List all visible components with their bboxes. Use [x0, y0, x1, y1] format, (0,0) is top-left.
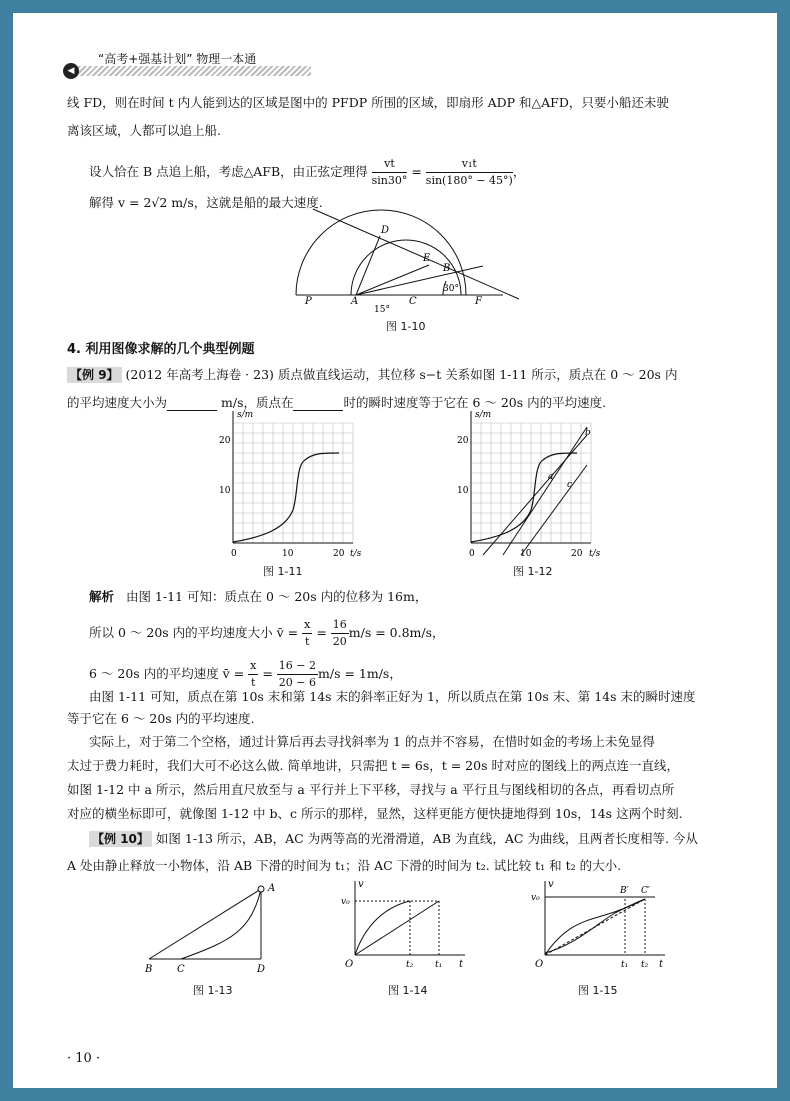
label-d: D: [381, 225, 390, 236]
t2-label: t₂: [641, 960, 649, 970]
t1-label: t₁: [435, 960, 443, 970]
section-heading: 4. 利用图像求解的几个典型例题: [67, 342, 255, 357]
example-9-label: 【例 9】: [67, 367, 122, 383]
v0-label: v₀: [341, 897, 350, 907]
origin-label: O: [345, 959, 354, 970]
label-c: C: [409, 296, 417, 307]
t2-label: t₂: [406, 960, 414, 970]
back-arrow-icon: ◀: [63, 63, 79, 79]
caption-1-12: 图 1-12: [513, 565, 553, 578]
y-tick: 20: [457, 436, 469, 446]
t1-label: t₁: [621, 960, 629, 970]
text-line: 的平均速度大小为 m/s，质点在 时的瞬时速度等于它在 6 ～ 20s 内的平均速度.: [67, 395, 607, 410]
text-line: 所以 0 ～ 20s 内的平均速度大小 v̄ = $\frac{x}{t}$ = $\frac{16}{20}$ m/s = 0.8m/s，: [89, 618, 445, 648]
header-decoration: [73, 66, 311, 76]
figure-1-15: [525, 875, 675, 975]
figure-1-12: [441, 405, 611, 561]
caption-1-13: 图 1-13: [193, 984, 233, 997]
text-line: 对应的横坐标即可，就像图 1-12 中 b、c 所示的那样，显然，这样更能方便快捷地得到 10s，14s 这两个时刻.: [67, 806, 683, 821]
v0-label: v₀: [531, 893, 540, 903]
x-axis-label: t/s: [350, 549, 362, 559]
text-line: 6 ～ 20s 内的平均速度 v̄ = $\frac{x}{t}$ = $\frac{16 - 2}{20 - 6}$ m/s = 1m/s，: [89, 659, 402, 689]
text-line: 设人恰在 B 点追上船，考虑△AFB，由正弦定理得 $\frac{vt}{\sin 30^\circ}$ = $\frac{\text{v₁t}}{\sin(180^\circ - 45^\circ)}$ ，: [89, 157, 526, 187]
label-d: D: [257, 964, 266, 975]
x-axis-label: t/s: [589, 549, 601, 559]
y-axis-label: s/m: [475, 410, 492, 420]
label-a: A: [268, 883, 276, 894]
text-line: 太过于费力耗时，我们大可不必这么做. 简单地讲，只需把 t = 6s，t = 20s 时对应的图线上的两点连一直线，: [67, 758, 679, 773]
text-line: 由图 1-11 可知，质点在第 10s 末和第 14s 末的斜率正好为 1，所以质点在第 10s 末、第 14s 末的瞬时速度: [89, 689, 696, 704]
x-tick: 10: [520, 549, 532, 559]
label-c: C: [177, 964, 185, 975]
v-axis-label: v: [358, 879, 364, 890]
header-title: “高考+强基计划” 物理一本通: [98, 52, 257, 66]
x-tick: 10: [282, 549, 294, 559]
label-30: 30°: [443, 284, 459, 294]
running-header: [63, 49, 313, 81]
label-f: F: [475, 296, 482, 307]
y-tick: 0: [469, 549, 475, 559]
c-prime-label: C′: [641, 886, 650, 896]
text-line: 实际上，对于第二个空格，通过计算后再去寻找斜率为 1 的点并不容易，在惜时如金的考场上未免显得: [89, 734, 655, 749]
figure-1-13: [141, 881, 281, 977]
text-line: A 处由静止释放一小物体，沿 AB 下滑的时间为 t₁；沿 AC 下滑的时间为 t₂. 试比较 t₁ 和 t₂ 的大小.: [67, 858, 622, 873]
label-15: 15°: [374, 305, 390, 315]
text-line: 【例 9】 (2012 年高考上海卷 · 23) 质点做直线运动，其位移 s−t 关系如图 1-11 所示，质点在 0 ～ 20s 内: [67, 367, 677, 383]
text-line: 如图 1-12 中 a 所示，然后用直尺放至与 a 平行并上下平移，寻找与 a 平行且与图线相切的各点，再看切点所: [67, 782, 675, 797]
fraction: $\frac{vt}{\sin 30^\circ}$: [371, 157, 408, 187]
figure-1-10: [283, 203, 523, 315]
fraction: $\frac{\text{v₁t}}{\sin(180^\circ - 45^\circ)}$: [425, 157, 513, 187]
page: [13, 13, 777, 1088]
caption-1-10: 图 1-10: [386, 320, 426, 333]
line-b-label: b: [585, 428, 591, 438]
text-line: 【例 10】 如图 1-13 所示，AB，AC 为两等高的光滑滑道，AB 为直线，AC 为曲线，且两者长度相等. 今从: [89, 831, 698, 847]
y-tick: 0: [231, 549, 237, 559]
label-b: B: [145, 964, 153, 975]
t-axis-label: t: [459, 959, 464, 970]
y-tick: 20: [219, 436, 231, 446]
t-axis-label: t: [659, 959, 664, 970]
x-tick: 20: [571, 549, 583, 559]
caption-1-15: 图 1-15: [578, 984, 618, 997]
caption-1-11: 图 1-11: [263, 565, 303, 578]
text-line: 解析 由图 1-11 可知：质点在 0 ～ 20s 内的位移为 16m，: [89, 589, 428, 604]
text-line: 等于它在 6 ～ 20s 内的平均速度.: [67, 711, 255, 726]
b-prime-label: B′: [620, 886, 629, 896]
analysis-label: 解析: [89, 589, 115, 604]
x-tick: 20: [333, 549, 345, 559]
example-10-label: 【例 10】: [89, 831, 152, 847]
page-number: · 10 ·: [67, 1051, 101, 1066]
figure-1-14: [335, 875, 475, 975]
text-line: 解得 v = 2√2 m/s，这就是船的最大速度.: [89, 195, 323, 210]
y-tick: 10: [219, 486, 231, 496]
origin-label: O: [535, 959, 544, 970]
text-line: 离该区域，人都可以追上船.: [67, 123, 221, 138]
line-a-label: a: [548, 472, 554, 482]
v-axis-label: v: [548, 879, 554, 890]
figure-1-11: [203, 405, 363, 561]
y-axis-label: s/m: [237, 410, 254, 420]
caption-1-14: 图 1-14: [388, 984, 428, 997]
label-p: P: [305, 296, 312, 307]
label-b: B: [443, 263, 451, 274]
line-c-label: c: [567, 480, 573, 490]
label-a: A: [351, 296, 359, 307]
label-e: E: [423, 253, 431, 264]
y-tick: 10: [457, 486, 469, 496]
text-line: 线 FD，则在时间 t 内人能到达的区域是图中的 PFDP 所围的区域，即扇形 ADP 和△AFD，只要小船还未驶: [67, 95, 669, 110]
